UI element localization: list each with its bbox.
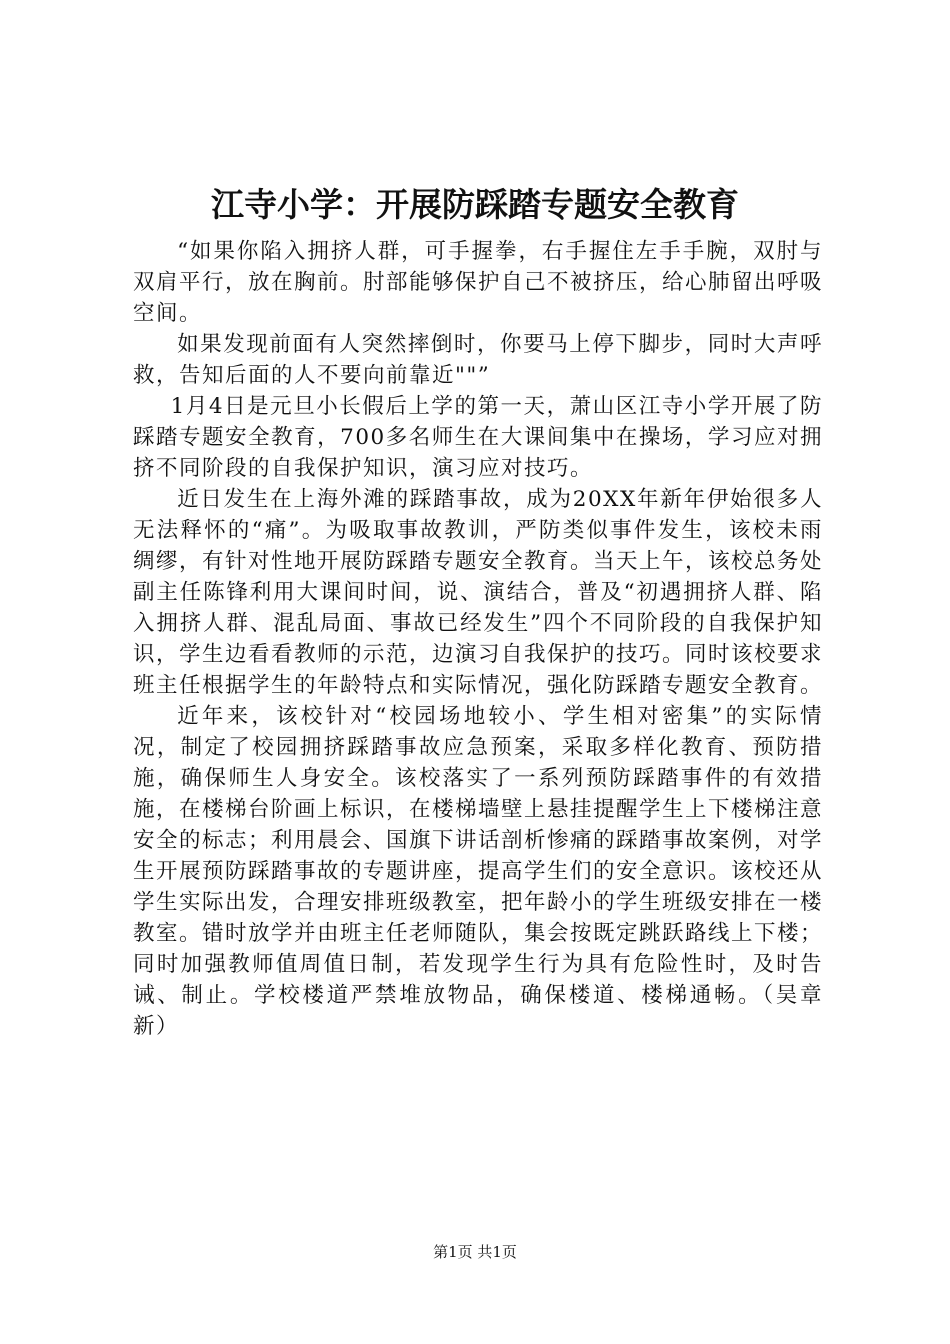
document-body xyxy=(133,236,823,1042)
paragraph-2: 如果发现前面有人突然摔倒时，你要马上停下脚步，同时大声呼救，告知后面的人不要向前靠近""” xyxy=(133,332,823,388)
document-title: 江寺小学：开展防踩踏专题安全教育 xyxy=(211,185,739,224)
paragraph-5: 近年来，该校针对“校园场地较小、学生相对密集”的实际情况，制定了校园拥挤踩踏事故应急预案，采取多样化教育、预防措施，确保师生人身安全。该校落实了一系列预防踩踏事件的有效措施，在楼梯台阶画上标识，在楼梯墙壁上悬挂提醒学生上下楼梯注意安全的标志；利用晨会、国旗下讲话剖析惨痛的踩踏事故案例，对学生开展预防踩踏事故的专题讲座，提高学生们的安全意识。该校还从学生实际出发，合理安排班级教室，把年龄小的学生班级安排在一楼教室。错时放学并由班主任老师随队，集会按既定跳跃路线上下楼；同时加强教师值周值日制，若发现学生行为具有危险性时，及时告诫、制止。学校楼道严禁堆放物品，确保楼道、楼梯通畅。（吴章新） xyxy=(133,704,824,1039)
paragraph-4: 近日发生在上海外滩的踩踏事故，成为20XX年新年伊始很多人无法释怀的“痛”。为吸取事故教训，严防类似事件发生，该校未雨绸缪，有针对性地开展防踩踏专题安全教育。当天上午，该校总务处副主任陈锋利用大课间时间，说、演结合，普及“初遇拥挤人群、陷入拥挤人群、混乱局面、事故已经发生”四个不同阶段的自我保护知识，学生边看看教师的示范，边演习自我保护的技巧。同时该校要求班主任根据学生的年龄特点和实际情况，强化防踩踏专题安全教育。 xyxy=(133,487,824,698)
page-footer: 第1页 共1页 xyxy=(433,1243,517,1261)
paragraph-1: “如果你陷入拥挤人群，可手握拳，右手握住左手手腕，双肘与双肩平行，放在胸前。肘部能够保护自己不被挤压，给心肺留出呼吸空间。 xyxy=(133,239,824,326)
paragraph-3: 1月4日是元旦小长假后上学的第一天，萧山区江寺小学开展了防踩踏专题安全教育，700多名师生在大课间集中在操场，学习应对拥挤不同阶段的自我保护知识，演习应对技巧。 xyxy=(133,394,823,481)
